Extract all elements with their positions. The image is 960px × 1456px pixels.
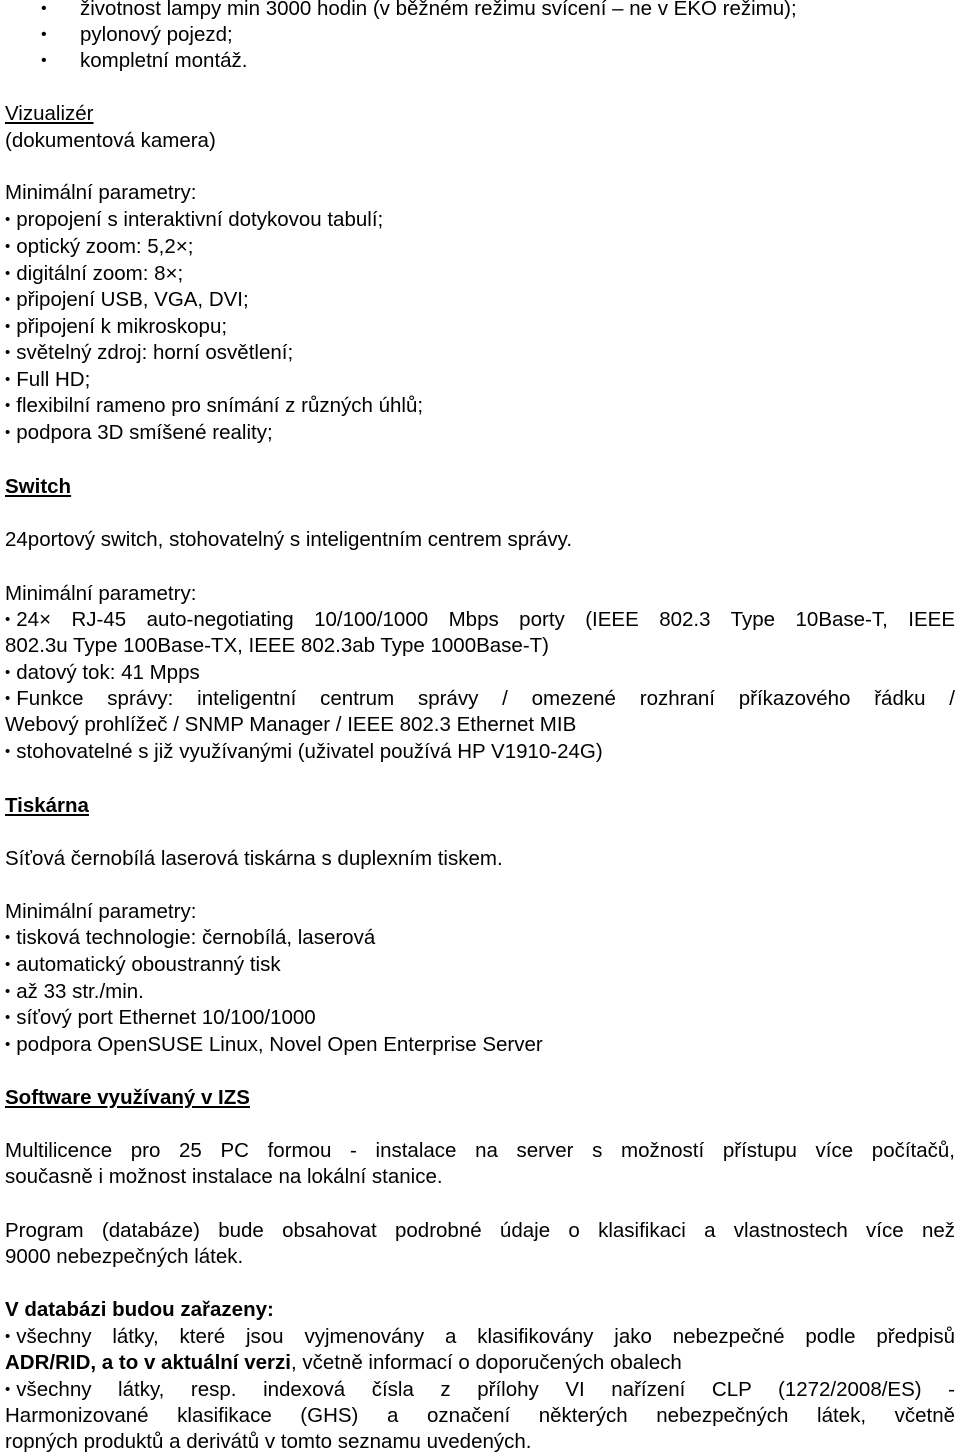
list-item-continuation: ADR/RID, a to v aktuální verzi, včetně informací o doporučených obalech — [5, 1351, 682, 1374]
list-item-continuation: Harmonizované klasifikace (GHS) a označení některých nebezpečných látek, včetně — [5, 1404, 955, 1427]
list-item: • Funkce správy: inteligentní centrum správy / omezené rozhraní příkazového řádku / — [5, 687, 955, 710]
list-item: • připojení k mikroskopu; — [5, 315, 228, 338]
list-item: pylonový pojezd; — [80, 23, 233, 46]
list-item: kompletní montáž. — [80, 49, 248, 72]
list-item-continuation: Webový prohlížeč / SNMP Manager / IEEE 802.3 Ethernet MIB — [5, 713, 577, 736]
bullet-glyph: • — [41, 26, 47, 43]
bullet-glyph: • — [41, 0, 47, 17]
software-paragraph-1-cont: současně i možnost instalace na lokální stanice. — [5, 1165, 443, 1188]
params-label: Minimální parametry: — [5, 900, 197, 923]
list-item: • až 33 str./min. — [5, 980, 144, 1003]
list-item: • všechny látky, resp. indexová čísla z přílohy VI nařízení CLP (1272/2008/ES) - — [5, 1378, 955, 1401]
bullet-glyph: • — [41, 52, 47, 69]
list-item: • tisková technologie: černobílá, laserová — [5, 926, 376, 949]
switch-heading: Switch — [5, 475, 72, 498]
printer-heading: Tiskárna — [5, 794, 89, 817]
vizualizer-heading: Vizualizér — [5, 102, 94, 125]
list-item: • automatický oboustranný tisk — [5, 953, 281, 976]
printer-description: Síťová černobílá laserová tiskárna s duplexním tiskem. — [5, 847, 503, 870]
list-item-continuation: ropných produktů a derivátů v tomto seznamu uvedených. — [5, 1430, 532, 1453]
list-item: • flexibilní rameno pro snímání z různých úhlů; — [5, 394, 424, 417]
list-item: • digitální zoom: 8×; — [5, 262, 184, 285]
software-heading: Software využívaný v IZS — [5, 1086, 250, 1109]
list-item: • připojení USB, VGA, DVI; — [5, 288, 249, 311]
list-item: • všechny látky, které jsou vyjmenovány a klasifikovány jako nebezpečné podle předpisů — [5, 1325, 955, 1348]
params-label: Minimální parametry: — [5, 582, 197, 605]
software-paragraph-2-cont: 9000 nebezpečných látek. — [5, 1245, 244, 1268]
switch-description: 24portový switch, stohovatelný s inteligentním centrem správy. — [5, 528, 573, 551]
vizualizer-subtitle: (dokumentová kamera) — [5, 129, 216, 152]
software-paragraph-2: Program (databáze) bude obsahovat podrobné údaje o klasifikaci a vlastnostech více než — [5, 1219, 955, 1242]
list-item: • podpora 3D smíšené reality; — [5, 421, 273, 444]
list-item: • světelný zdroj: horní osvětlení; — [5, 341, 294, 364]
list-item: • podpora OpenSUSE Linux, Novel Open Enterprise Server — [5, 1033, 543, 1056]
list-item: • datový tok: 41 Mpps — [5, 661, 200, 684]
list-item: • stohovatelné s již využívanými (uživatel používá HP V1910-24G) — [5, 740, 603, 763]
list-item: životnost lampy min 3000 hodin (v běžném režimu svícení – ne v EKO režimu); — [80, 0, 797, 20]
list-item: • propojení s interaktivní dotykovou tabulí; — [5, 208, 384, 231]
list-item: • Full HD; — [5, 368, 91, 391]
params-label: Minimální parametry: — [5, 181, 197, 204]
list-item: • 24× RJ-45 auto-negotiating 10/100/1000 Mbps porty (IEEE 802.3 Type 10Base-T, IEEE — [5, 608, 955, 631]
list-item-continuation: 802.3u Type 100Base-TX, IEEE 802.3ab Type 1000Base-T) — [5, 634, 549, 657]
database-heading: V databázi budou zařazeny: — [5, 1298, 274, 1321]
list-item: • optický zoom: 5,2×; — [5, 235, 194, 258]
list-item: • síťový port Ethernet 10/100/1000 — [5, 1006, 316, 1029]
software-paragraph-1: Multilicence pro 25 PC formou - instalace na server s možností přístupu více počítačů, — [5, 1139, 955, 1162]
